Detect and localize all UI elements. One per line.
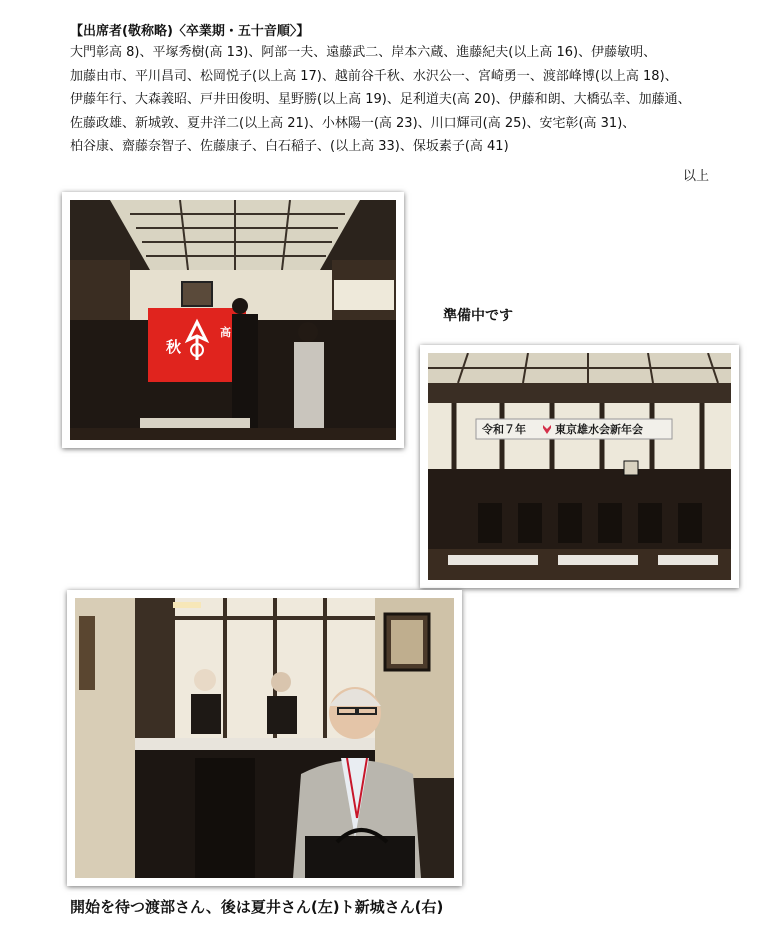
caption-waiting: 開始を待つ渡部さん、後は夏井さん(左)ト新城さん(右) [70, 898, 444, 916]
banner-right: 東京雄水会新年会 [555, 423, 643, 436]
photo-waiting-image [75, 598, 454, 878]
attendee-heading: 【出席者(敬称略)〈卒業期・五十音順〉】 [70, 24, 310, 39]
attendee-line: 大門彰高 8)、平塚秀樹(高 13)、阿部一夫、遠藤武二、岸本六蔵、進藤紀夫(以上高 16)、伊藤敏明、 [70, 45, 657, 60]
attendee-line: 伊藤年行、大森義昭、戸井田俊明、星野勝(以上高 19)、足利道夫(高 20)、伊藤和朗、大橋弘幸、加藤通、 [70, 92, 691, 107]
attendee-list [70, 22, 750, 159]
attendee-line: 加藤由市、平川昌司、松岡悦子(以上高 17)、越前谷千秋、水沢公一、宮崎勇一、渡部峰博(以上高 18)、 [70, 68, 678, 84]
photo-hall-image [428, 353, 731, 580]
photo-preparing-image [70, 200, 396, 440]
flag-text-right: 高 [220, 326, 231, 339]
photo-hall [420, 345, 739, 588]
banner-left: 令和７年 [482, 423, 526, 436]
flag-text: 秋 [166, 338, 182, 356]
attendee-line: 佐藤政雄、新城敦、夏井洋二(以上高 21)、小林陽一(高 23)、川口輝司(高 25)、安宅彰(高 31)、 [70, 115, 636, 131]
caption-preparing: 準備中です [443, 308, 513, 324]
hall-scene [428, 353, 731, 580]
attendee-line: 柏谷康、齋藤奈智子、佐藤康子、白石稲子、(以上高 33)、保坂素子(高 41) [70, 139, 509, 154]
photo-preparing [62, 192, 404, 448]
preparing-scene [70, 200, 396, 440]
closing-mark: 以上 [683, 169, 710, 184]
waiting-scene [75, 598, 454, 878]
photo-waiting [67, 590, 462, 886]
